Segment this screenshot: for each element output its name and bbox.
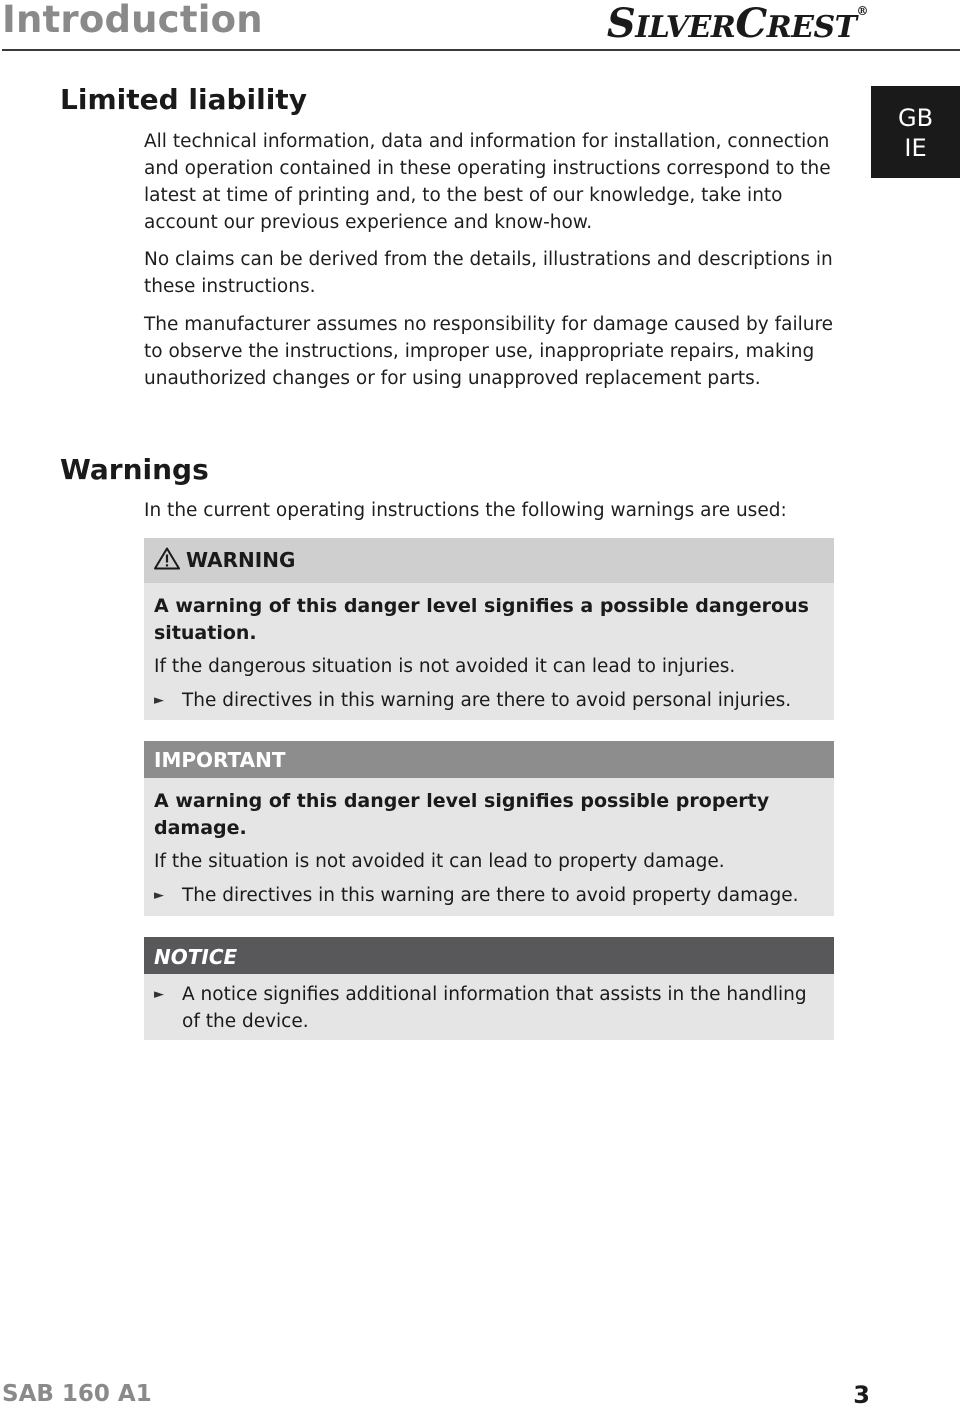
important-text: If the situation is not avoided it can lead to property damage. [154, 851, 725, 872]
warning-text: If the dangerous situation is not avoided it can lead to injuries. [154, 656, 736, 677]
liability-paragraph-3: The manufacturer assumes no responsibility for damage caused by failure to observe the instructions, improper use, inappropriate repairs, making unauthorized changes or for using unapproved replacement parts. [144, 314, 834, 389]
notice-bullet-text: A notice signifies additional information that assists in the handling of the device. [182, 984, 807, 1032]
warning-strong: A warning of this danger level signifies a possible dangerous situation. [154, 595, 809, 644]
important-bullet [154, 882, 824, 909]
lang-ie: IE [904, 134, 927, 162]
header-rule [2, 49, 960, 51]
warning-bullet-text: The directives in this warning are there to avoid personal injuries. [182, 690, 792, 711]
page-number: 3 [853, 1381, 870, 1409]
warning-label: WARNING [186, 548, 296, 572]
liability-paragraph-1: All technical information, data and information for installation, connection and operation contained in these operating instructions correspond to the latest at time of printing and, to the best of our knowledge, take into account our previous experience and know-how. [144, 131, 831, 233]
bullet-arrow-icon: ► [154, 693, 164, 708]
warnings-heading: Warnings [60, 453, 209, 486]
important-label: IMPORTANT [154, 748, 286, 772]
limited-liability-heading: Limited liability [60, 83, 307, 116]
bullet-arrow-icon: ► [154, 987, 164, 1002]
section-title: Introduction [2, 0, 263, 41]
notice-label: NOTICE [154, 945, 238, 969]
warning-triangle-icon [154, 547, 180, 570]
notice-bullet [154, 981, 824, 1035]
brand-logo: SILVERCREST® [606, 0, 868, 47]
warnings-intro: In the current operating instructions the following warnings are used: [144, 500, 787, 521]
warning-box [144, 538, 834, 720]
lang-gb: GB [897, 104, 934, 132]
liability-paragraph-2: No claims can be derived from the details, illustrations and descriptions in these instructions. [144, 249, 833, 297]
important-bullet-text: The directives in this warning are there to avoid property damage. [182, 885, 799, 906]
important-strong: A warning of this danger level signifies possible property damage. [154, 790, 770, 839]
warning-bullet [154, 687, 824, 714]
notice-box [144, 937, 834, 1040]
notice-box-header [144, 937, 834, 974]
language-tab [871, 86, 960, 178]
warning-box-header [144, 538, 834, 583]
footer-model: SAB 160 A1 [2, 1381, 152, 1407]
important-box [144, 741, 834, 916]
bullet-arrow-icon: ► [154, 888, 164, 903]
important-box-header [144, 741, 834, 778]
